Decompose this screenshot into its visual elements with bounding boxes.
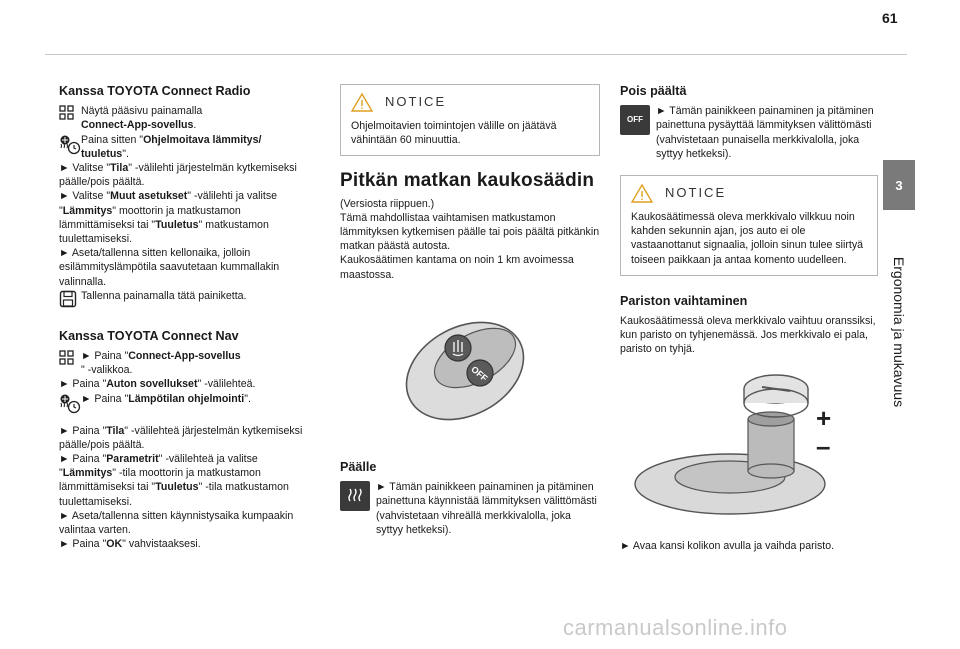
remote-intro-range: Kaukosäätimen kantama on noin 1 km avoimessa maastossa. — [340, 254, 574, 281]
notice-box-1 — [340, 84, 600, 156]
top-rule — [45, 54, 907, 55]
nav-step-ok: ► Paina "OK" vahvistaaksesi. — [59, 538, 201, 551]
minus-sign: – — [816, 430, 831, 461]
chapter-title-vertical — [883, 212, 915, 452]
nav-step-app: ► Paina "Connect-App-sovellus " -valikkoa. — [59, 349, 314, 377]
remote-section-title: Pitkän matkan kaukosäädin — [340, 170, 595, 192]
column-left — [59, 84, 314, 551]
radio-step-save: Tallenna painamalla tätä painiketta. — [59, 289, 314, 315]
watermark: carmanualsonline.info — [563, 615, 788, 640]
chapter-number: 3 — [895, 177, 903, 193]
remote-off-label: OFF — [469, 363, 490, 384]
radio-step-set-time: ► Aseta/tallenna sitten kellonaika, jolloin esilämmityslämpötila saavutetaan kummallakin valinnalla. — [59, 247, 280, 288]
radio-step-home: Näytä pääsivu painamalla Connect-App-sovellus. — [59, 104, 314, 132]
chapter-tab — [883, 160, 915, 210]
radio-step-tila: ► Valitse "Tila" -välilehti järjestelmän kytkemiseksi päälle/pois päältä. — [59, 162, 297, 189]
nav-step-tila: ► Paina "Tila" -välilehteä järjestelmän kytkemiseksi päälle/pois päältä. — [59, 424, 303, 451]
battery-change-illustration — [620, 369, 870, 529]
on-button-desc: ► Tämän painikkeen painaminen ja pitäminen painettuna käynnistää lämmityksen välittömästi (vahvistetaan vihreällä merkkivalolla, joka syttyy hetkeksi). — [340, 480, 600, 537]
chapter-title: Ergonomia ja mukavuus — [891, 256, 907, 408]
notice-label: NOTICE — [665, 184, 727, 200]
notice-label: NOTICE — [385, 93, 447, 109]
notice-box-2 — [620, 175, 878, 276]
remote-control-illustration — [340, 296, 600, 446]
apps-grid-icon — [59, 349, 81, 375]
radio-step-muut: ► Valitse "Muut asetukset" -välilehti ja valitse "Lämmitys" moottorin ja matkustamon lämmittämiseksi tai "Tuuletus" matkustamon tuulettamiseksi. — [59, 190, 278, 246]
column-middle — [340, 84, 600, 537]
remote-intro-desc: Tämä mahdollistaa vaihtamisen matkustamon lämmityksen kytkemisen päälle tai pois päältä pitkänkin matkan päästä autosta. — [340, 211, 600, 253]
heating-off-button-icon: OFF — [620, 105, 650, 135]
off-button-desc: OFF ► Tämän painikkeen painaminen ja pitäminen painettuna pysäyttää lämmityksen välittömästi (vahvistetaan punaisella merkkivalolla, joka syttyy hetkeksi). — [620, 104, 878, 161]
notice-text: Ohjelmoitavien toimintojen välille on jäätävä vähintään 60 minuuttia. — [351, 120, 557, 147]
nav-step-vehicle-apps: ► Paina "Auton sovellukset" -välilehteä. — [59, 378, 256, 391]
plus-sign: + — [816, 402, 832, 433]
nav-section-title: Kanssa TOYOTA Connect Nav — [59, 328, 239, 343]
radio-step-heating: Paina sitten "Ohjelmoitava lämmitys/ tuuletus". — [59, 133, 314, 161]
heating-on-button-icon — [340, 481, 370, 511]
heating-timer-icon — [59, 133, 81, 159]
nav-step-parametrit: ► Paina "Parametrit" -välilehteä ja valitse "Lämmitys" -tila moottorin ja matkustamon lämmittämiseksi tai "Tuuletus" -tila matkustamon tuulettamiseksi. — [59, 453, 289, 508]
remote-intro-version: (Versiosta riippuen.) — [340, 197, 435, 210]
warning-icon — [351, 93, 373, 112]
battery-text: Kaukosäätimessä oleva merkkivalo vaihtuu oranssiksi, kun paristo on tyhjenemässä. Jos merkkivalo ei pala, paristo on tyhjä. — [620, 315, 876, 356]
column-right — [620, 84, 878, 553]
warning-icon — [631, 184, 653, 203]
on-section-title: Päälle — [340, 460, 377, 475]
radio-section-title: Kanssa TOYOTA Connect Radio — [59, 84, 251, 98]
nav-step-temp-prog: ► Paina "Lämpötilan ohjelmointi". — [59, 392, 314, 418]
battery-section-title: Pariston vaihtaminen — [620, 293, 748, 308]
off-section-title: Pois päältä — [620, 84, 687, 98]
page-number: 61 — [882, 10, 898, 26]
nav-step-set-time: ► Aseta/tallenna sitten käynnistysaika kumpaakin valintaa varten. — [59, 509, 294, 537]
apps-grid-icon — [59, 104, 81, 130]
notice-text: Kaukosäätimessä oleva merkkivalo vilkkuu noin kahden sekunnin ajan, jos auto ei ole vastaanottanut signaalia, jolloin sinun tulee siirtyä toiseen paikkaan ja antaa komento uudelleen. — [631, 211, 864, 266]
heating-timer-icon — [59, 392, 81, 418]
save-icon — [59, 289, 81, 315]
battery-step: ► Avaa kansi kolikon avulla ja vaihda paristo. — [620, 539, 835, 552]
